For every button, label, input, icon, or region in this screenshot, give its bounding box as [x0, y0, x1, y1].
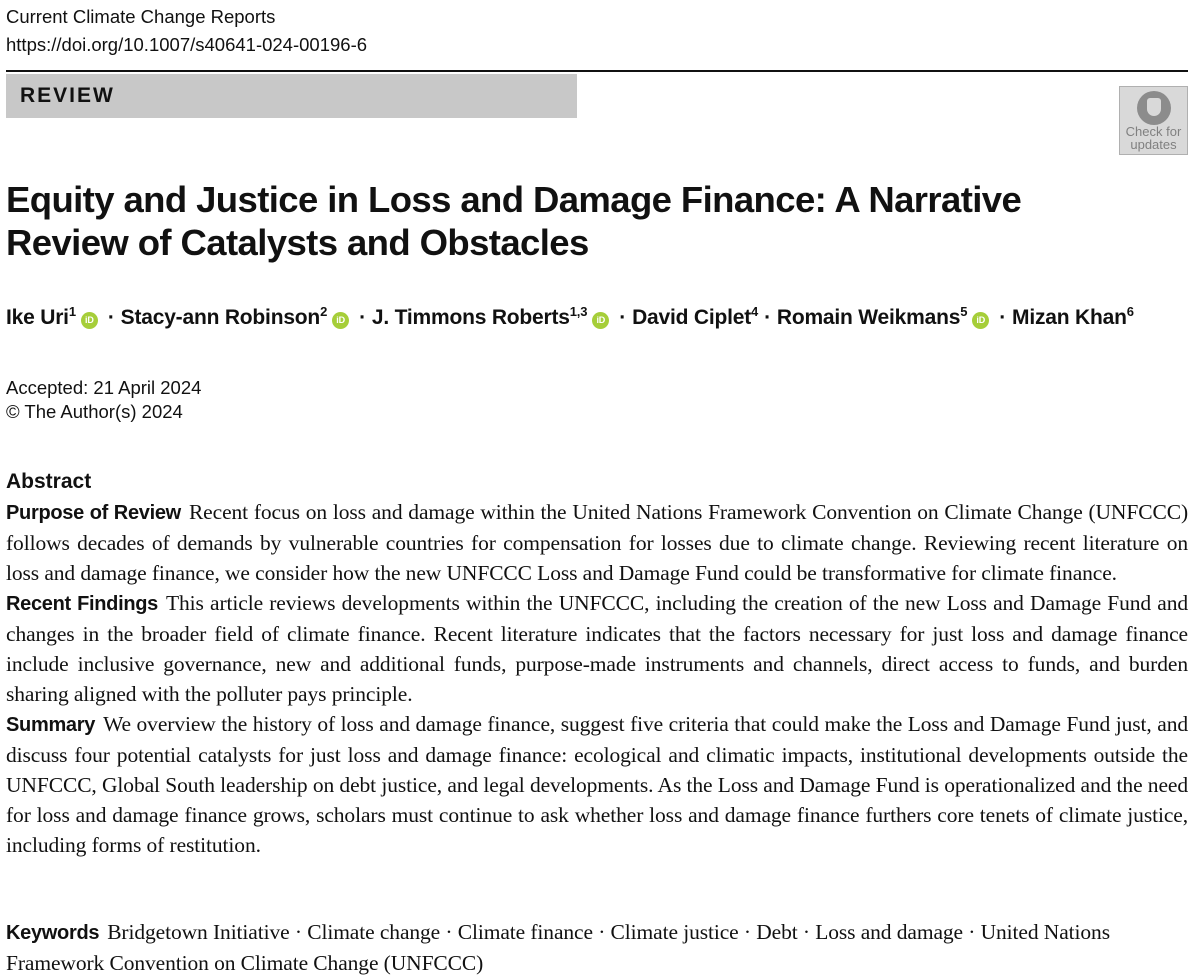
recent-findings-label: Recent Findings — [6, 593, 158, 615]
author-name[interactable]: Ike Uri — [6, 306, 69, 329]
doi-link[interactable]: https://doi.org/10.1007/s40641-024-00196-6 — [6, 34, 368, 55]
orcid-icon[interactable]: iD — [332, 312, 349, 329]
article-type-label: REVIEW — [20, 84, 115, 107]
author-name[interactable]: J. Timmons Roberts — [371, 306, 570, 329]
recent-findings-text: This article reviews developments within the UNFCCC, including the creation of the new Loss and Damage Fund and changes in the broader field of climate finance. Recent literature indicates that the factors necessary for just loss and damage finance include inclusive governance, new and additional funds, purpose-made instruments and channels, direct access to funds, and burden sharing aligned with the polluter pays principle. — [6, 591, 1188, 706]
recent-findings-paragraph — [6, 588, 1188, 709]
summary-label: Summary — [6, 714, 96, 736]
author-affiliation: 6 — [1126, 304, 1134, 319]
author-separator: · — [764, 306, 771, 329]
orcid-icon[interactable]: iD — [592, 312, 609, 329]
header-rule — [6, 70, 1188, 72]
keywords-section — [6, 917, 1188, 978]
author-name[interactable]: Romain Weikmans — [776, 306, 961, 329]
bookmark-icon — [1137, 91, 1171, 125]
author-affiliation: 4 — [751, 304, 759, 319]
abstract-body — [6, 497, 1188, 860]
author-separator: · — [999, 306, 1007, 329]
author-separator: · — [107, 306, 115, 329]
author-list — [6, 303, 1134, 333]
purpose-of-review-paragraph — [6, 497, 1188, 588]
summary-paragraph — [6, 709, 1188, 860]
keywords-paragraph — [6, 917, 1188, 978]
author-affiliation: 5 — [960, 304, 968, 319]
paper-title: Equity and Justice in Loss and Damage Finance: A Narrative Review of Catalysts and Obstacles — [6, 179, 1022, 263]
check-for-updates-label: Check for updates — [1125, 124, 1182, 152]
author-affiliation: 2 — [320, 304, 328, 319]
author-name[interactable]: Stacy-ann Robinson — [120, 306, 321, 329]
purpose-of-review-label: Purpose of Review — [6, 502, 181, 524]
keywords-label: Keywords — [6, 922, 100, 944]
copyright-notice: © The Author(s) 2024 — [6, 401, 183, 422]
article-type-banner — [6, 74, 577, 118]
orcid-icon[interactable]: iD — [972, 312, 989, 329]
author-name[interactable]: David Ciplet — [632, 306, 752, 329]
abstract-heading: Abstract — [6, 470, 92, 493]
keywords-text: Bridgetown Initiative · Climate change · Climate finance · Climate justice · Debt · Loss and damage · United Nations Framework Convention on Climate Change (UNFCCC) — [6, 920, 1110, 975]
accepted-date: Accepted: 21 April 2024 — [6, 377, 202, 398]
author-separator: · — [619, 306, 627, 329]
orcid-icon[interactable]: iD — [81, 312, 98, 329]
author-name[interactable]: Mizan Khan — [1012, 306, 1127, 329]
check-for-updates-badge[interactable] — [1119, 86, 1188, 155]
author-separator: · — [359, 306, 366, 329]
author-affiliation: 1 — [68, 304, 76, 319]
summary-text: We overview the history of loss and damage finance, suggest five criteria that could make the Loss and Damage Fund just, and discuss four potential catalysts for just loss and damage finance: ecological and climatic impacts, institutional developments outside the UNFCCC, Global South leadership on debt justice, and legal developments. As the Loss and Damage Fund is operationalized and the need for loss and damage finance grows, scholars must continue to ask whether loss and damage finance furthers core tenets of climate justice, including forms of restitution. — [6, 712, 1188, 857]
author-affiliation: 1,3 — [569, 304, 588, 319]
purpose-of-review-text: Recent focus on loss and damage within the United Nations Framework Convention on Climate Change (UNFCCC) follows decades of demands by vulnerable countries for compensation for losses due to climate change. Reviewing recent literature on loss and damage finance, we consider how the new UNFCCC Loss and Damage Fund could be transformative for climate finance. — [6, 500, 1189, 585]
journal-name: Current Climate Change Reports — [6, 6, 276, 27]
